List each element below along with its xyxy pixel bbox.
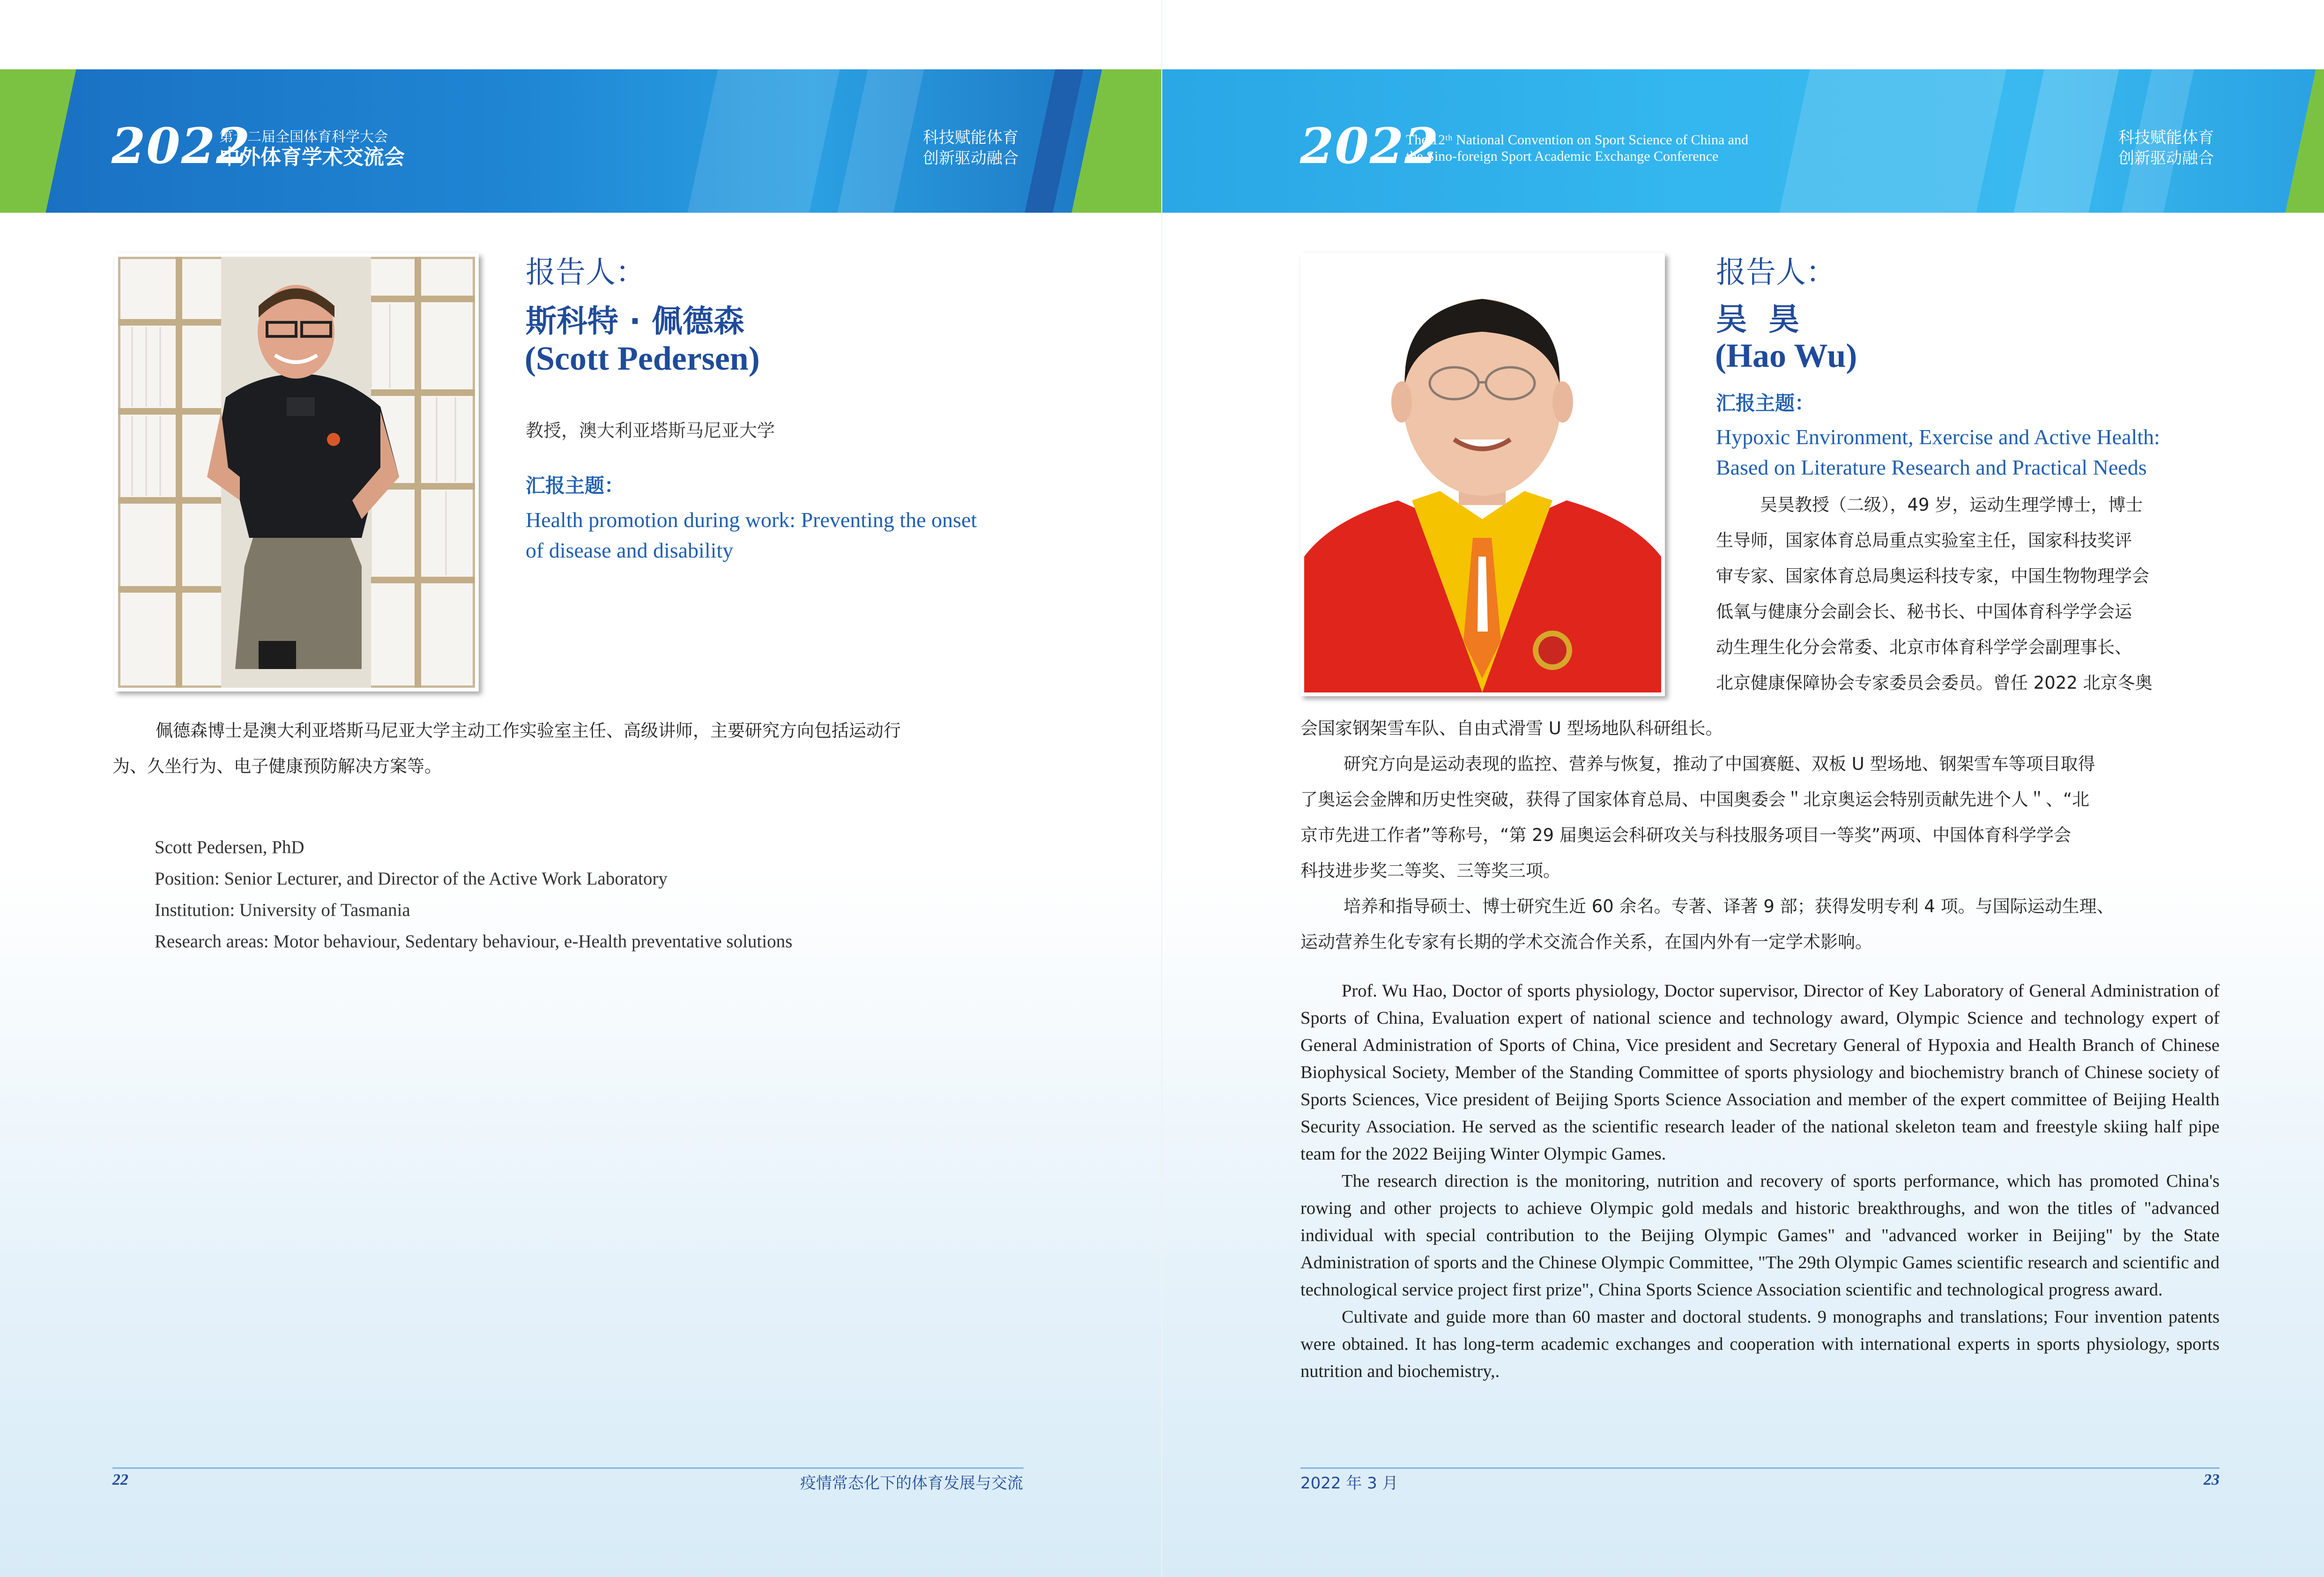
reporter-label: 报告人： (1716, 255, 1836, 290)
speaker-name-en: (Scott Pedersen) (525, 340, 760, 377)
footer-rule (1300, 1467, 2220, 1469)
talk-topic: Hypoxic Environment, Exercise and Active Health: Based on Literature Research and Practical Needs (1716, 425, 2160, 480)
talk-topic: Health promotion during work: Preventing the onset of disease and disability (526, 508, 977, 563)
reporter-label: 报告人： (526, 255, 646, 290)
conference-year: 2022 (111, 117, 251, 175)
bio-cn-side: 吴昊教授（二级），49 岁，运动生理学博士，博士 生导师，国家体育总局重点实验室主任，国家科技奖评 审专家、国家体育总局奥运科技专家，中国生物物理学会 低氧与健康分会副会长、秘书长、中国体育科学学会运 动生理生化分会常委、北京市体育科学学会副理事长、 北京健康保障协会专家委员会委员。曾任 2022 北京冬奥 (1716, 495, 2153, 693)
speaker-photo-scott-pedersen (114, 253, 479, 692)
bio-cn: 佩德森博士是澳大利亚塔斯马尼亚大学主动工作实验室主任、高级讲师，主要研究方向包括运动行 为、久坐行为、电子健康预防解决方案等。 (112, 721, 901, 776)
topic-label: 汇报主题： (526, 474, 624, 497)
topic-label: 汇报主题： (1716, 392, 1815, 415)
speaker-name-en: (Hao Wu) (1715, 337, 1857, 374)
slogan: 科技赋能体育 创新驱动融合 (923, 128, 1018, 168)
speaker-name-cn: 斯科特 · 佩德森 (526, 303, 745, 339)
footer-rule (112, 1467, 1024, 1469)
footer-title: 疫情常态化下的体育发展与交流 (800, 1474, 1023, 1493)
speaker-name-cn: 吴 昊 (1716, 301, 1799, 337)
slogan: 科技赋能体育 创新驱动融合 (2118, 128, 2214, 168)
bio-cn-full: 会国家钢架雪车队、自由式滑雪 U 型场地队科研组长。 研究方向是运动表现的监控、营养与恢复，推动了中国赛艇、双板 U 型场地、钢架雪车等项目取得 了奥运会金牌和历史性突破，获得了国家体育总局、中国奥委会＂北京奥运会特别贡献先进个人＂、“北 京市先进工作者”等称号，“第 29 届奥运会科研攻关与科技服务项目一等奖”两项、中国体育科学学会 科技进步奖二等奖、三等奖三项。 培养和指导硕士、博士研究生近 60 余名。专著、译著 9 部；获得发明专利 4 项。与国际运动生理、 运动营养生化专家有长期的学术交流合作关系，在国内外有一定学术影响。 (1300, 718, 2114, 952)
conference-year: 2022 (1300, 117, 1440, 175)
right-page (1162, 0, 2324, 1577)
page-number: 22 (112, 1471, 128, 1488)
speaker-photo-hao-wu (1300, 253, 1665, 696)
page-number: 23 (2204, 1471, 2220, 1488)
bio-en: Prof. Wu Hao, Doctor of sports physiology, Doctor supervisor, Director of Key Laboratory of General Administration of Sports of China, Evaluation expert of national science and technology award, Olympic Science and technology expert of General Administration of Sports of China, Vice president and Secretary General of Hypoxia and Health Branch of Chinese Biophysical Society, Member of the Standing Committee of sports physiology and biochemistry branch of Chinese society of Sports Sciences, Vice president of Beijing Sports Science Association and member of the expert committee of Beijing Health Security Association. He served as the scientific research leader of the national skeleton team and freestyle skiing half pipe team for the 2022 Beijing Winter Olympic Games. The research direction is the monitoring, nutrition and recovery of sports performance, which has promoted China's rowing and other projects to achieve Olympic gold medals and historic breakthroughs, and won the titles of "advanced individual with special contribution to the Beijing Olympic Games" and "advanced worker in Beijing" by the State Administration of sports and the Chinese Olympic Committee, "The 29th Olympic Games scientific research and scientific and technological service project first prize", China Sports Science Association scientific and technological progress award. Cultivate and guide more than 60 master and doctoral students. 9 monographs and translations; Four invention patents were obtained. It has long-term academic exchanges and cooperation with international experts in sports physiology, sports nutrition and biochemistry,. (1300, 981, 2220, 1381)
conference-title-cn: 第十二届全国体育科学大会 中外体育学术交流会 (219, 129, 405, 169)
conference-title-en: The 12ᵗʰ National Convention on Sport Science of China and the Sino-foreign Sport Academic Exchange Conference (1406, 132, 1749, 164)
footer-date: 2022 年 3 月 (1300, 1474, 1398, 1493)
bio-en: Scott Pedersen, PhD Position: Senior Lecturer, and Director of the Active Work Laboratory Institution: University of Tasmania Research areas: Motor behaviour, Sedentary behaviour, e-Health preventative solutions (155, 837, 793, 952)
speaker-affiliation: 教授，澳大利亚塔斯马尼亚大学 (526, 420, 775, 441)
